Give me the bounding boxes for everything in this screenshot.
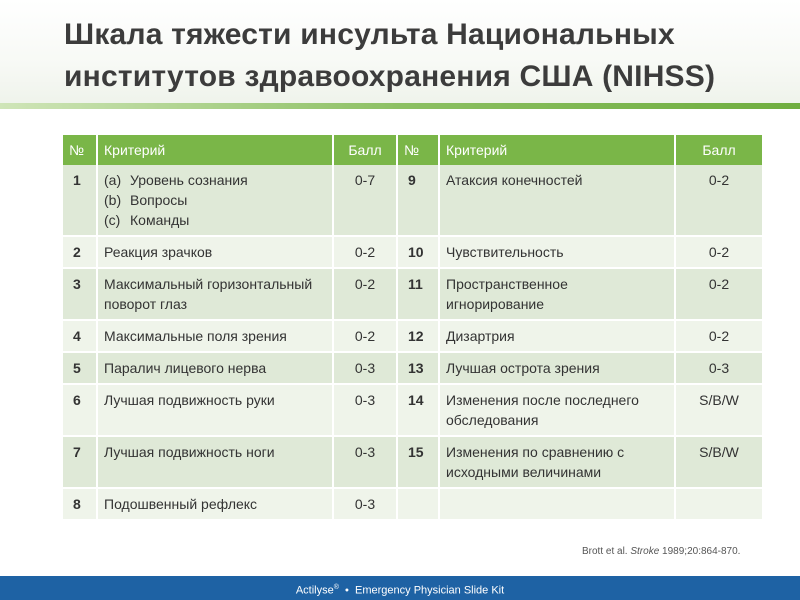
citation: Brott et al. Stroke 1989;20:864-870.	[582, 546, 741, 557]
row-number: 8	[63, 488, 97, 520]
criterion-cell	[97, 165, 333, 236]
score-cell: 0-3	[333, 488, 397, 520]
header-score-left: Балл	[333, 135, 397, 165]
nihss-table	[63, 135, 764, 521]
criterion-cell: Атаксия конечностей	[439, 165, 675, 236]
table-row	[63, 165, 763, 236]
score-cell: S/B/W	[675, 436, 763, 488]
table-row	[63, 436, 763, 488]
row-number: 14	[397, 384, 439, 436]
row-number: 15	[397, 436, 439, 488]
criterion-cell: Максимальные поля зрения	[97, 320, 333, 352]
header-criterion-right: Критерий	[439, 135, 675, 165]
score-cell: 0-2	[675, 320, 763, 352]
row-number: 9	[397, 165, 439, 236]
row-number: 12	[397, 320, 439, 352]
criterion-cell: Лучшая подвижность ноги	[97, 436, 333, 488]
table-row	[63, 352, 763, 384]
criterion-cell: Паралич лицевого нерва	[97, 352, 333, 384]
score-cell: 0-2	[675, 236, 763, 268]
registered-mark: ®	[333, 584, 339, 591]
row-number: 6	[63, 384, 97, 436]
row-number: 7	[63, 436, 97, 488]
footer-separator: •	[345, 584, 349, 597]
sub-criterion: (b) Вопросы	[104, 192, 188, 208]
score-cell: 0-2	[333, 236, 397, 268]
criterion-cell: Лучшая острота зрения	[439, 352, 675, 384]
slide-title: Шкала тяжести инсульта Национальных институтов здравоохранения США (NIHSS)	[64, 18, 716, 93]
criterion-cell: Дизартрия	[439, 320, 675, 352]
row-number: 5	[63, 352, 97, 384]
row-number: 10	[397, 236, 439, 268]
footer-bar	[0, 576, 800, 600]
criterion-cell: Подошвенный рефлекс	[97, 488, 333, 520]
brand-name: Actilyse	[295, 584, 334, 597]
header-score-right: Балл	[675, 135, 763, 165]
score-cell: 0-3	[333, 436, 397, 488]
score-cell: 0-2	[333, 320, 397, 352]
table-row	[63, 384, 763, 436]
table-row	[63, 488, 763, 520]
criterion-cell: Лучшая подвижность руки	[97, 384, 333, 436]
criterion-cell	[439, 488, 675, 520]
criterion-cell: Реакция зрачков	[97, 236, 333, 268]
criterion-cell: Пространственное игнорирование	[439, 268, 675, 320]
score-cell: 0-3	[675, 352, 763, 384]
criterion-cell: Изменения по сравнению с исходными величинами	[439, 436, 675, 488]
criterion-cell: Максимальный горизонтальный поворот глаз	[97, 268, 333, 320]
row-number	[397, 488, 439, 520]
score-cell: 0-2	[675, 165, 763, 236]
table-header-row	[63, 135, 763, 165]
row-number: 3	[63, 268, 97, 320]
table-row	[63, 320, 763, 352]
score-cell: S/B/W	[675, 384, 763, 436]
title-divider	[0, 103, 800, 109]
header-num-left: №	[63, 135, 97, 165]
row-number: 13	[397, 352, 439, 384]
sub-criterion: (a) Уровень сознания	[104, 172, 248, 188]
header-criterion-left: Критерий	[97, 135, 333, 165]
row-number: 2	[63, 236, 97, 268]
sub-criterion: (c) Команды	[104, 212, 190, 228]
header-num-right: №	[397, 135, 439, 165]
table-row	[63, 268, 763, 320]
score-cell: 0-2	[333, 268, 397, 320]
row-number: 11	[397, 268, 439, 320]
score-cell: 0-2	[675, 268, 763, 320]
row-number: 1	[63, 165, 97, 236]
score-cell: 0-3	[333, 352, 397, 384]
score-cell: 0-7	[333, 165, 397, 236]
score-cell	[675, 488, 763, 520]
score-cell: 0-3	[333, 384, 397, 436]
row-number: 4	[63, 320, 97, 352]
footer-text: Emergency Physician Slide Kit	[355, 584, 505, 597]
table-row	[63, 236, 763, 268]
criterion-cell: Изменения после последнего обследования	[439, 384, 675, 436]
criterion-cell: Чувствительность	[439, 236, 675, 268]
